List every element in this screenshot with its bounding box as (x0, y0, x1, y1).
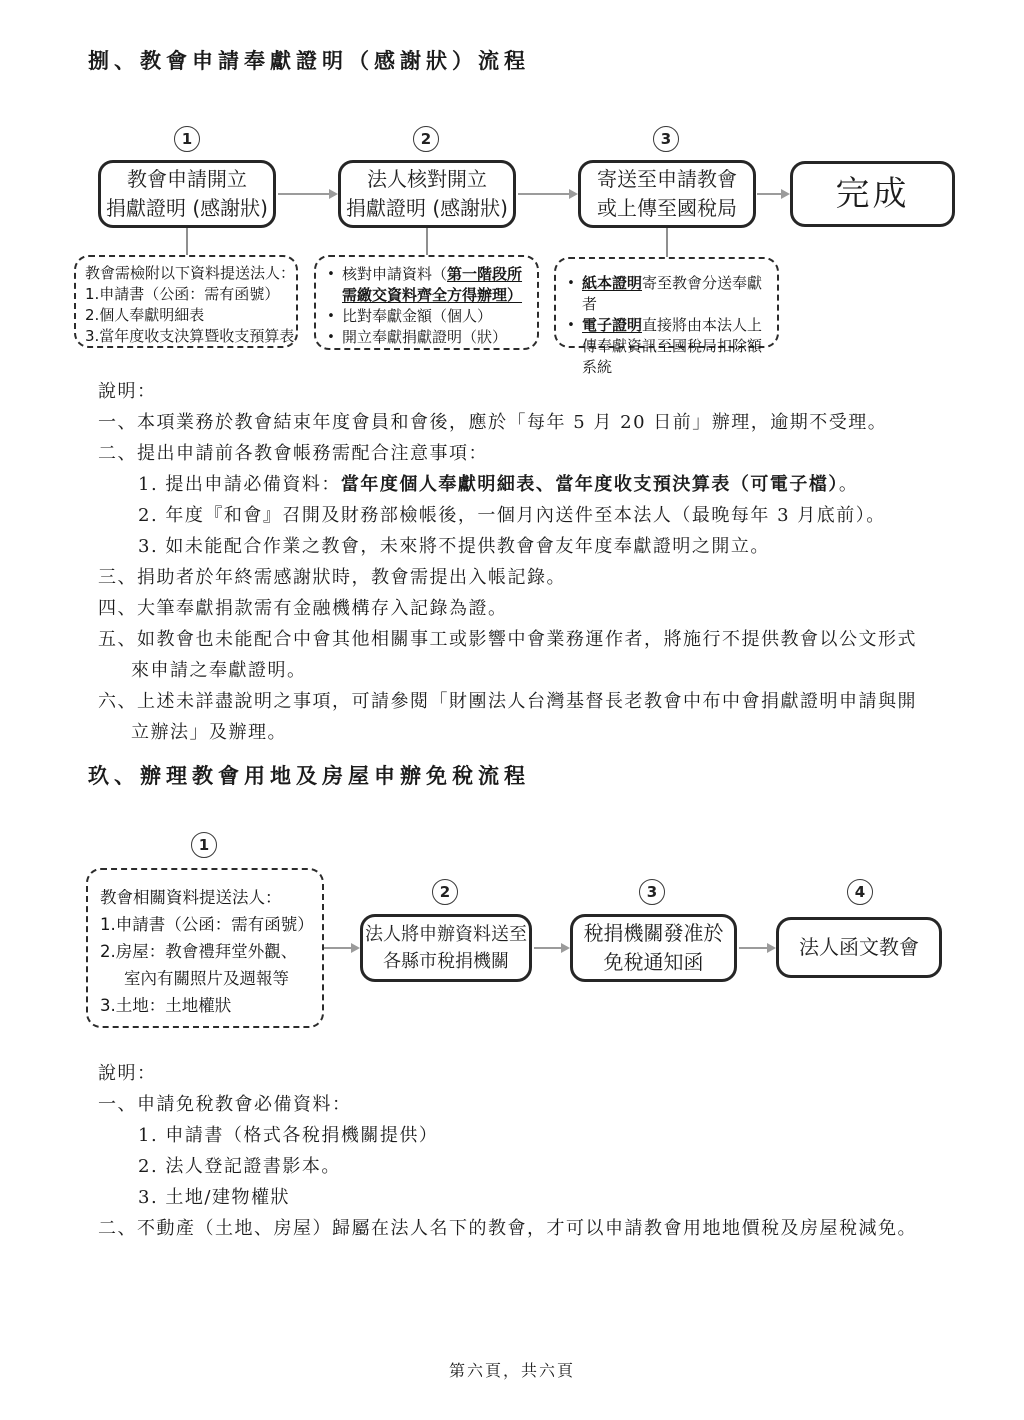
note-line: 室內有關照片及週報等 (124, 969, 289, 988)
subitem-text: 1. 提出申請必備資料： (138, 474, 341, 495)
flow-step-box (360, 914, 532, 982)
flow-step-text: 各縣市稅捐機關 (383, 951, 509, 972)
explanation-item: 一、申請免稅教會必備資料： (98, 1094, 352, 1115)
flow-step-box (338, 160, 516, 228)
note-text-emphasis: 紙本證明 (582, 274, 643, 292)
explanation-subitem: 3. 如未能配合作業之教會，未來將不提供教會會友年度奉獻證明之開立。 (138, 536, 770, 557)
note-line: 1.申請書（公函：需有函號） (85, 285, 280, 303)
connector-line (666, 228, 668, 257)
explanation-label: 說明： (98, 381, 157, 402)
explanation-subitem: 2. 法人登記證書影本。 (138, 1156, 341, 1177)
flow-done-box (790, 161, 955, 227)
note-bullet (320, 327, 533, 348)
note-text-emphasis: 電子證明 (582, 316, 643, 334)
step-number-badge: 2 (432, 879, 458, 905)
explanation-subitem: 2. 年度『和會』召開及財務部檢帳後，一個月內送件至本法人（最晚每年 3 月底前）。 (138, 505, 886, 526)
note-line: 教會需檢附以下資料提送法人： (85, 264, 296, 282)
note-line: 3.當年度收支決算暨收支預算表 (85, 327, 295, 345)
explanation-item: 六、上述未詳盡說明之事項，可請參閱「財團法人台灣基督長老教會中布中會捐獻證明申請與開立辦法」及辦理。 (98, 691, 917, 743)
explanation-item: 二、提出申請前各教會帳務需配合注意事項： (98, 443, 488, 464)
step-number-badge: 2 (413, 126, 439, 152)
flow-step-box (98, 160, 276, 228)
section8-heading: 捌、教會申請奉獻證明（感謝狀）流程 (88, 48, 530, 73)
flow-step-text: 法人函文教會 (799, 935, 919, 959)
bullet-icon: • (327, 330, 335, 345)
explanation-item: 四、大筆奉獻捐款需有金融機構存入記錄為證。 (98, 598, 508, 619)
section9-explanation (98, 1058, 922, 1244)
flow-step-text: 完成 (835, 173, 910, 214)
arrow-right-icon (518, 188, 578, 200)
flow-step-text: 法人核對開立 (367, 167, 487, 191)
connector-line (186, 228, 188, 255)
subitem-text: 。 (838, 474, 859, 495)
step-number-badge: 1 (191, 832, 217, 858)
flow-step-text: 捐獻證明 (感謝狀) (106, 196, 268, 220)
note-text: 開立奉獻捐獻證明（狀） (342, 328, 508, 346)
flow-step-text: 免稅通知函 (603, 950, 704, 974)
note-line: 2.房屋：教會禮拜堂外觀、 (100, 942, 298, 961)
flow-step-box (776, 917, 942, 978)
note-line: 1.申請書（公函：需有函號） (100, 915, 314, 934)
note-box-verification (314, 255, 539, 350)
arrow-right-icon (534, 942, 570, 954)
explanation-label: 說明： (98, 1063, 157, 1084)
flow-step-text: 寄送至申請教會 (597, 167, 737, 191)
note-text: 核對申請資料（ (342, 265, 448, 283)
flow-step-box (578, 160, 756, 228)
explanation-subitem: 1. 申請書（格式各稅捐機關提供） (138, 1125, 439, 1146)
step-number-badge: 1 (174, 126, 200, 152)
flow-step-text: 教會申請開立 (127, 167, 247, 191)
step-number-badge: 3 (639, 879, 665, 905)
explanation-item: 五、如教會也未能配合中會其他相關事工或影響中會業務運作者，將施行不提供教會以公文形式來申請之奉獻證明。 (98, 629, 917, 681)
flow-step-text: 或上傳至國稅局 (597, 196, 737, 220)
note-line: 3.土地：土地權狀 (100, 996, 232, 1015)
bullet-icon: • (567, 276, 575, 291)
explanation-subitem: 3. 土地/建物權狀 (138, 1187, 290, 1208)
arrow-right-icon (324, 942, 360, 954)
note-text-emphasis: 第一階段所需繳交資料齊全方得辦理） (342, 265, 523, 304)
flow-step-text: 稅捐機關發准於 (583, 921, 724, 945)
note-bullet (320, 264, 533, 306)
section9-heading: 玖、辦理教會用地及房屋申辦免稅流程 (88, 763, 530, 788)
flow-step-text: 法人將申辦資料送至 (365, 924, 527, 945)
note-box-church-documents (86, 868, 324, 1028)
note-bullet (560, 315, 773, 378)
note-bullet (560, 273, 773, 315)
note-box-delivery (554, 257, 779, 376)
bullet-icon: • (327, 309, 335, 324)
connector-line (426, 228, 428, 255)
note-line: 教會相關資料提送法人： (100, 888, 282, 907)
note-box-required-documents (74, 255, 298, 348)
bullet-icon: • (327, 267, 335, 282)
note-line: 2.個人奉獻明細表 (85, 306, 205, 324)
note-bullet (320, 306, 533, 327)
note-text: 比對奉獻金額（個人） (342, 307, 493, 325)
arrow-right-icon (739, 942, 776, 954)
arrow-right-icon (278, 188, 338, 200)
bullet-icon: • (567, 318, 575, 333)
step-number-badge: 3 (653, 126, 679, 152)
explanation-item: 一、本項業務於教會結束年度會員和會後，應於「每年 5 月 20 日前」辦理，逾期不受理。 (98, 412, 888, 433)
explanation-subitem (98, 469, 922, 500)
step-number-badge: 4 (847, 879, 873, 905)
explanation-item: 三、捐助者於年終需感謝狀時，教會需提出入帳記錄。 (98, 567, 566, 588)
flow-step-box (570, 914, 737, 982)
flow-step-text: 捐獻證明 (感謝狀) (346, 196, 508, 220)
arrow-right-icon (757, 188, 790, 200)
page-number: 第六頁，共六頁 (448, 1361, 575, 1380)
note-text: 直接將由本法人上傳奉獻資訊至國稅局扣除額系統 (582, 316, 763, 376)
subitem-bold-text: 當年度個人奉獻明細表、當年度收支預決算表（可電子檔） (340, 474, 839, 495)
explanation-item: 二、不動產（土地、房屋）歸屬在法人名下的教會，才可以申請教會用地地價稅及房屋稅減免。 (98, 1218, 917, 1239)
section8-explanation (98, 376, 922, 748)
note-text: 寄至教會分送奉獻者 (582, 274, 763, 313)
